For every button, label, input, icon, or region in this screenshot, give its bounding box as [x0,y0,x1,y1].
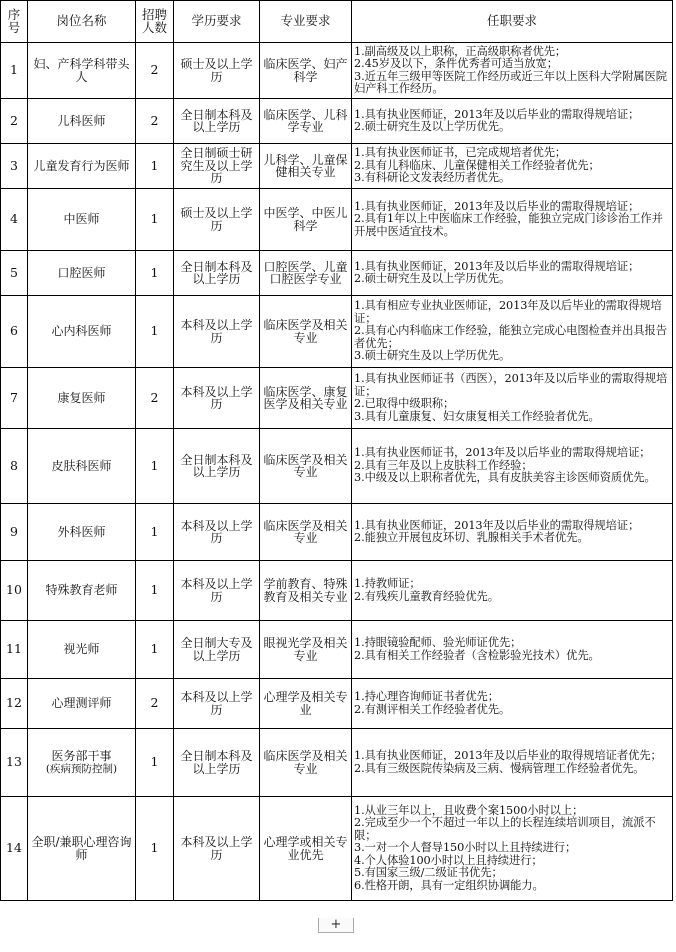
table-row [1,368,673,429]
requirement-line: 5.有国家三级/二级证书优先； [354,866,503,880]
requirement-line: 1.持眼镜验配师、验光师证优先； [354,636,522,649]
requirement-line: 3.硕士研究生及以上学历优先。 [354,349,511,363]
cell-requirements [352,797,673,901]
cell-requirements [352,251,673,296]
cell-education: 全日制本科及以上学历 [174,429,260,504]
requirement-line: 2.有残疾儿童教育经验优先。 [354,589,499,603]
cell-position [28,99,136,144]
cell-major: 中医学、中医儿科学 [260,189,352,251]
requirement-line: 2.具有三级医院传染病及三病、慢病管理工作经验者优先。 [354,761,645,775]
table-row [1,144,673,189]
cell-major: 临床医学、妇产科学 [260,43,352,99]
cell-count: 1 [136,144,174,189]
cell-major: 临床医学及相关专业 [260,729,352,797]
table-row [1,621,673,679]
requirement-line: 1.具有相应专业执业医师证，2013年及以后毕业的需取得规培证； [354,299,662,325]
cell-requirements [352,43,673,99]
requirement-line: 1.具有执业医师证，2013年及以后毕业的取得规培证者优先； [354,749,662,762]
requirement-line: 1.具有执业医师证，2013年及以后毕业的需取得规培证； [354,259,640,273]
cell-serial: 6 [1,296,28,368]
cell-position [28,729,136,797]
cell-requirements [352,144,673,189]
requirement-line: 3.有科研论文发表经历者优先。 [354,171,511,185]
position-title: 皮肤科医师 [51,458,112,473]
cell-serial: 3 [1,144,28,189]
cell-major: 口腔医学、儿童口腔医学专业 [260,251,352,296]
cell-requirements [352,99,673,144]
position-title: 全职/兼职心理咨询师 [31,835,132,862]
requirement-line: 2.具有儿科临床、儿童保健相关工作经验者优先； [354,158,600,172]
cell-requirements [352,504,673,561]
requirement-line: 1.具有执业医师证书，已完成规培者优先； [354,146,567,160]
position-title: 妇、产科学科带头人 [33,57,130,84]
cell-education: 全日制大专及以上学历 [174,621,260,679]
requirement-line: 1.持教师证； [354,577,421,590]
cell-major: 临床医学及相关专业 [260,296,352,368]
header-major: 专业要求 [260,1,352,43]
requirement-line: 2.已取得中级职称； [354,397,455,410]
cell-requirements [352,729,673,797]
position-title: 特殊教育老师 [45,583,118,598]
cell-count: 1 [136,296,174,368]
cell-position [28,43,136,99]
cell-serial: 2 [1,99,28,144]
cell-serial: 7 [1,368,28,429]
requirement-line: 3.一对一个人督导150小时以上且持续进行； [354,841,577,855]
cell-education: 全日制本科及以上学历 [174,251,260,296]
cell-major: 儿科学、儿童保健相关专业 [260,144,352,189]
requirement-line: 6.性格开朗，具有一定组织协调能力。 [354,878,544,892]
table-row [1,797,673,901]
requirement-line: 2.硕士研究生及以上学历优先。 [354,120,511,133]
cell-education: 全日制本科及以上学历 [174,99,260,144]
requirement-line: 3.近五年三级甲等医院工作经历或近三年以上医科大学附属医院妇产科工作经历。 [354,69,667,95]
cell-position [28,429,136,504]
cell-count: 1 [136,429,174,504]
position-title: 外科医师 [57,524,106,539]
cell-major: 临床医学、儿科学专业 [260,99,352,144]
cell-position [28,296,136,368]
header-position: 岗位名称 [28,1,136,43]
requirement-line: 2.具有三年及以上皮肤科工作经验； [354,458,533,472]
cell-position [28,561,136,621]
cell-position [28,251,136,296]
position-title: 儿童发育行为医师 [33,158,130,173]
cell-education: 本科及以上学历 [174,504,260,561]
cell-count: 1 [136,729,174,797]
cell-count: 1 [136,189,174,251]
cell-major: 临床医学及相关专业 [260,504,352,561]
cell-requirements [352,189,673,251]
cell-serial: 1 [1,43,28,99]
cell-education: 硕士及以上学历 [174,43,260,99]
cell-education: 全日制本科及以上学历 [174,729,260,797]
cell-education: 本科及以上学历 [174,296,260,368]
table-row [1,296,673,368]
cell-major: 学前教育、特殊教育及相关专业 [260,561,352,621]
cell-position [28,621,136,679]
add-sheet-button[interactable]: + [318,918,354,933]
cell-serial: 14 [1,797,28,901]
table-row [1,561,673,621]
table-header-row [1,1,673,43]
cell-education: 本科及以上学历 [174,561,260,621]
cell-count: 1 [136,561,174,621]
table-row [1,43,673,99]
cell-serial: 13 [1,729,28,797]
cell-count: 1 [136,251,174,296]
table-row [1,429,673,504]
cell-major: 临床医学、康复医学及相关专业 [260,368,352,429]
cell-count: 2 [136,679,174,729]
requirement-line: 2.45岁及以下，条件优秀者可适当放宽； [354,57,558,70]
cell-position [28,504,136,561]
cell-count: 2 [136,368,174,429]
cell-count: 1 [136,797,174,901]
requirement-line: 2.有测评相关工作经验者优先。 [354,702,511,716]
cell-count: 1 [136,621,174,679]
requirement-line: 2.具有相关工作经验者（含检影验光技术）优先。 [354,648,600,662]
requirement-line: 3.具有儿童康复、妇女康复相关工作经验者优先。 [354,409,600,423]
cell-position [28,679,136,729]
cell-education: 硕士及以上学历 [174,189,260,251]
cell-requirements [352,679,673,729]
header-count: 招聘人数 [136,1,174,43]
requirement-line: 1.具有执业医师证书，2013年及以后毕业的需取得规培证； [354,446,651,460]
cell-count: 2 [136,43,174,99]
cell-major: 心理学及相关专业 [260,679,352,729]
requirement-line: 2.具有心内科临床工作经验，能独立完成心电图检查并出具报告者优先； [354,324,667,350]
cell-major: 眼视光学及相关专业 [260,621,352,679]
cell-position [28,189,136,251]
table-row [1,251,673,296]
requirement-line: 1.具有执业医师证书（西医），2013年及以后毕业的需取得规培证； [354,372,668,398]
cell-education: 本科及以上学历 [174,679,260,729]
table-row [1,99,673,144]
position-title: 心内科医师 [51,324,112,339]
position-title: 口腔医师 [57,265,106,280]
table-row [1,679,673,729]
table-row [1,729,673,797]
position-title: 心理测评师 [51,696,112,711]
header-requirements: 任职要求 [352,1,673,43]
header-serial: 序号 [1,1,28,43]
cell-requirements [352,621,673,679]
cell-count: 1 [136,504,174,561]
cell-requirements [352,429,673,504]
requirement-line: 3.中级及以上职称者优先，具有皮肤美容主诊医师资质优先。 [354,471,656,485]
cell-serial: 10 [1,561,28,621]
cell-serial: 11 [1,621,28,679]
table-row [1,504,673,561]
requirement-line: 1.具有执业医师证，2013年及以后毕业的需取得规培证； [354,199,640,213]
header-education: 学历要求 [174,1,260,43]
position-title: 视光师 [63,642,100,657]
cell-position [28,797,136,901]
position-subtitle: (疾病预防控制) [45,762,118,775]
requirement-line: 1.具有执业医师证，2013年及以后毕业的需取得规培证； [354,107,640,121]
cell-education: 全日制硕士研究生及以上学历 [174,144,260,189]
cell-serial: 4 [1,189,28,251]
requirement-line: 2.完成至少一个不超过一年以上的长程连续培训项目，流派不限； [354,816,656,842]
cell-education: 本科及以上学历 [174,797,260,901]
requirement-line: 1.从业三年以上，且收费个案1500小时以上； [354,803,584,817]
cell-requirements [352,368,673,429]
cell-requirements [352,561,673,621]
cell-position [28,144,136,189]
position-title: 儿科医师 [57,113,106,128]
position-title: 医务部干事 [51,749,112,763]
cell-serial: 8 [1,429,28,504]
cell-serial: 9 [1,504,28,561]
requirement-line: 1.具有执业医师证，2013年及以后毕业的需取得规培证； [354,518,640,532]
requirement-line: 1.持心理咨询师证书者优先； [354,690,499,703]
cell-education: 本科及以上学历 [174,368,260,429]
requirement-line: 1.副高级及以上职称，正高级职称者优先； [354,44,567,58]
cell-major: 心理学或相关专业优先 [260,797,352,901]
cell-position [28,368,136,429]
cell-requirements [352,296,673,368]
position-title: 中医师 [63,212,100,227]
cell-serial: 5 [1,251,28,296]
position-title: 康复医师 [57,390,106,405]
cell-major: 临床医学及相关专业 [260,429,352,504]
requirement-line: 2.具有1年以上中医临床工作经验，能独立完成门诊诊治工作并开展中医适宜技术。 [354,212,663,238]
requirement-line: 2.硕士研究生及以上学历优先。 [354,272,511,285]
table-row [1,189,673,251]
requirement-line: 4.个人体验100小时以上且持续进行； [354,853,543,867]
cell-serial: 12 [1,679,28,729]
cell-count: 2 [136,99,174,144]
requirement-line: 2.能独立开展包皮环切、乳腺相关手术者优先。 [354,531,589,544]
